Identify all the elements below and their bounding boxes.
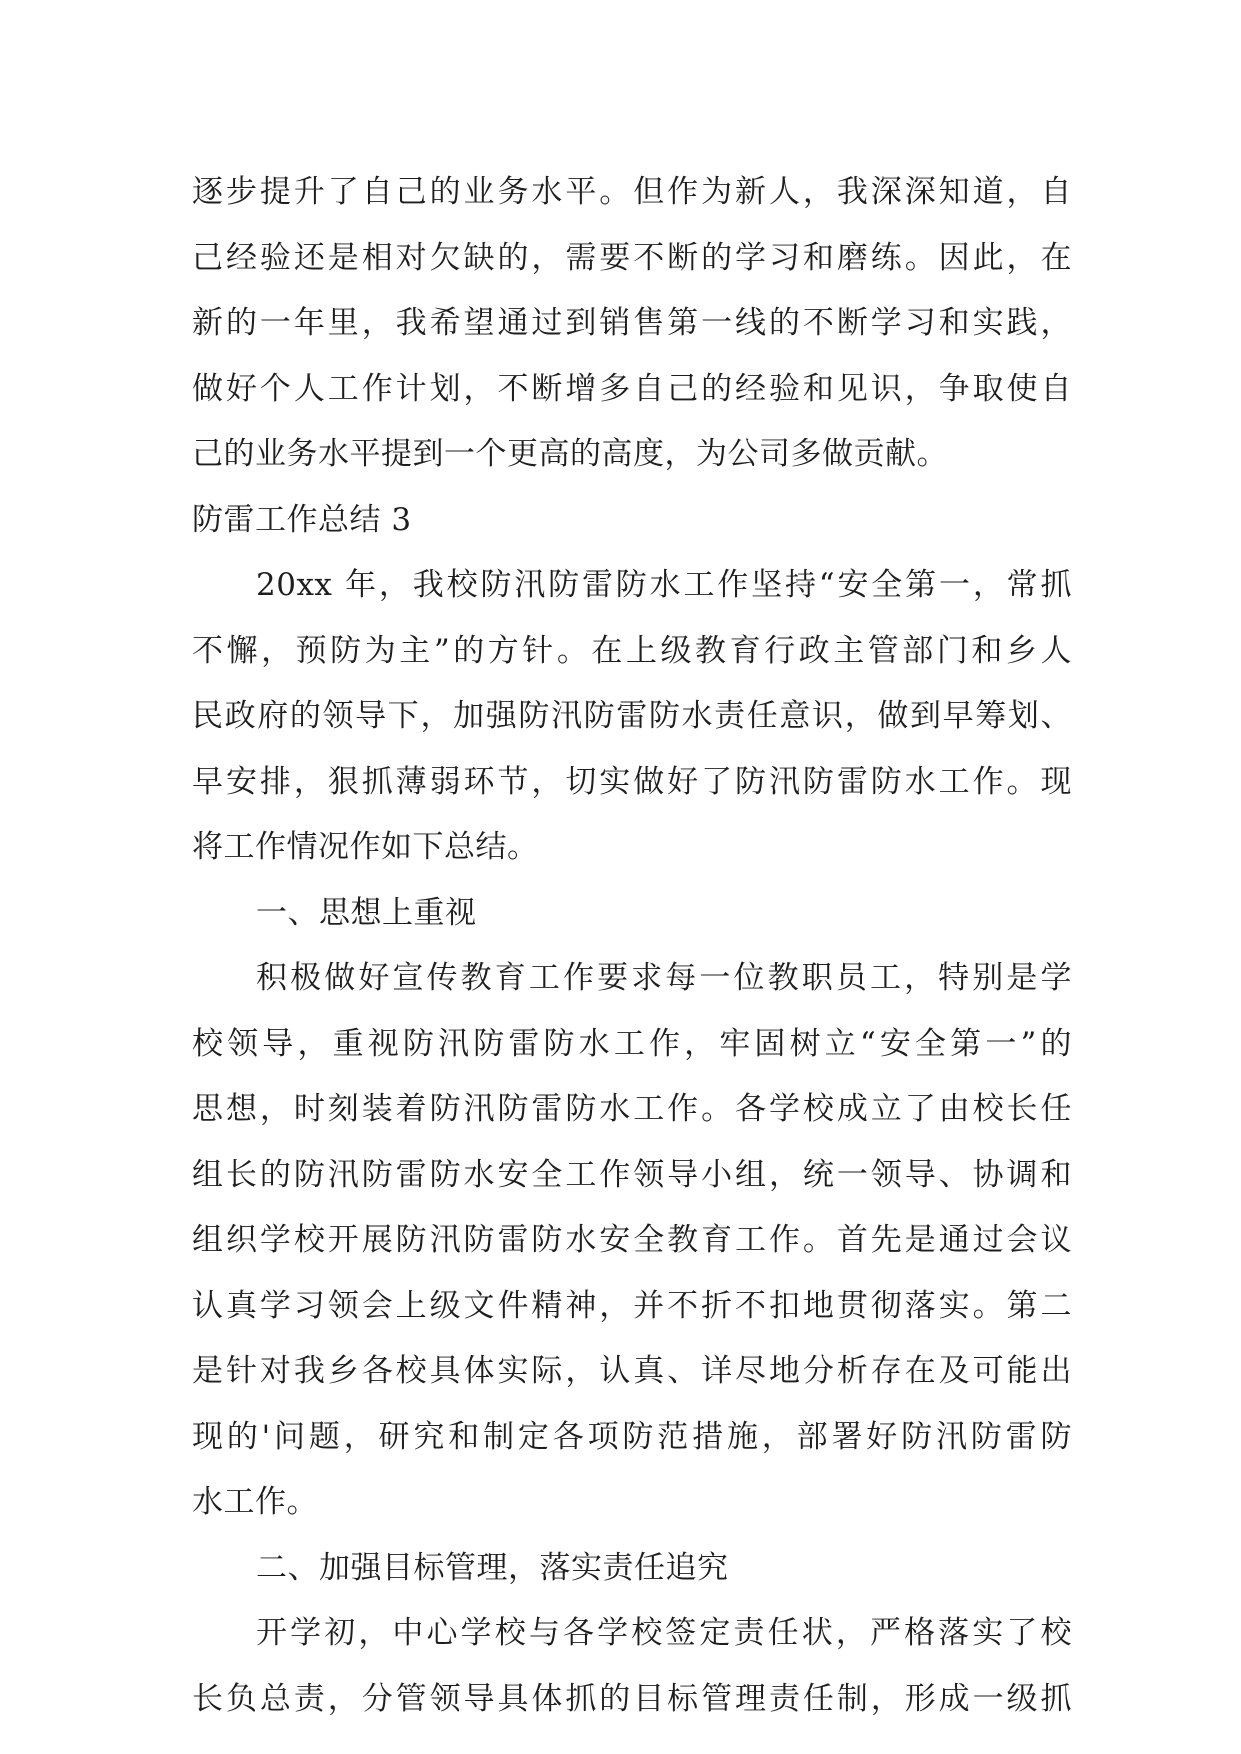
text-line: 己的业务水平提到一个更高的高度，为公司多做贡献。 (192, 436, 948, 472)
text-line: 长负总责，分管领导具体抓的目标管理责任制，形成一级抓 (192, 1680, 1072, 1717)
text-line: 校领导，重视防汛防雷防水工作，牢固树立“安全第一”的 (192, 1025, 1072, 1062)
text-line: 是针对我乡各校具体实际，认真、详尽地分析存在及可能出 (192, 1353, 1072, 1389)
text-line: 20xx 年，我校防汛防雷防水工作坚持“安全第一，常抓 (256, 567, 1072, 603)
text-line: 逐步提升了自己的业务水平。但作为新人，我深深知道，自 (192, 174, 1072, 210)
text-line: 一、思想上重视 (256, 894, 477, 931)
text-line: 组织学校开展防汛防雷防水安全教育工作。首先是通过会议 (192, 1222, 1072, 1258)
text-line: 二、加强目标管理，落实责任追究 (256, 1549, 729, 1586)
text-line: 民政府的领导下，加强防汛防雷防水责任意识，做到早筹划、 (192, 698, 1072, 734)
text-line: 己经验还是相对欠缺的，需要不断的学习和磨练。因此，在 (192, 239, 1072, 276)
section-heading: 防雷工作总结 3 (192, 501, 412, 538)
text-line: 组长的防汛防雷防水安全工作领导小组，统一领导、协调和 (192, 1156, 1072, 1193)
text-line: 积极做好宣传教育工作要求每一位教职员工，特别是学 (256, 960, 1072, 996)
text-line: 将工作情况作如下总结。 (192, 829, 539, 865)
text-line: 认真学习领会上级文件精神，并不折不扣地贯彻落实。第二 (192, 1287, 1072, 1324)
text-line: 做好个人工作计划，不断增多自己的经验和见识，争取使自 (192, 370, 1072, 407)
text-line: 水工作。 (192, 1484, 318, 1520)
text-line: 不懈，预防为主”的方针。在上级教育行政主管部门和乡人 (192, 632, 1072, 669)
document-body (192, 160, 1072, 1732)
text-line: 早安排，狠抓薄弱环节，切实做好了防汛防雷防水工作。现 (192, 763, 1072, 800)
text-line: 现的'问题，研究和制定各项防范措施，部署好防汛防雷防 (192, 1418, 1072, 1455)
text-line: 开学初，中心学校与各学校签定责任状，严格落实了校 (256, 1615, 1072, 1651)
text-line: 思想，时刻装着防汛防雷防水工作。各学校成立了由校长任 (192, 1091, 1072, 1127)
text-line: 新的一年里，我希望通过到销售第一线的不断学习和实践， (192, 305, 1072, 341)
